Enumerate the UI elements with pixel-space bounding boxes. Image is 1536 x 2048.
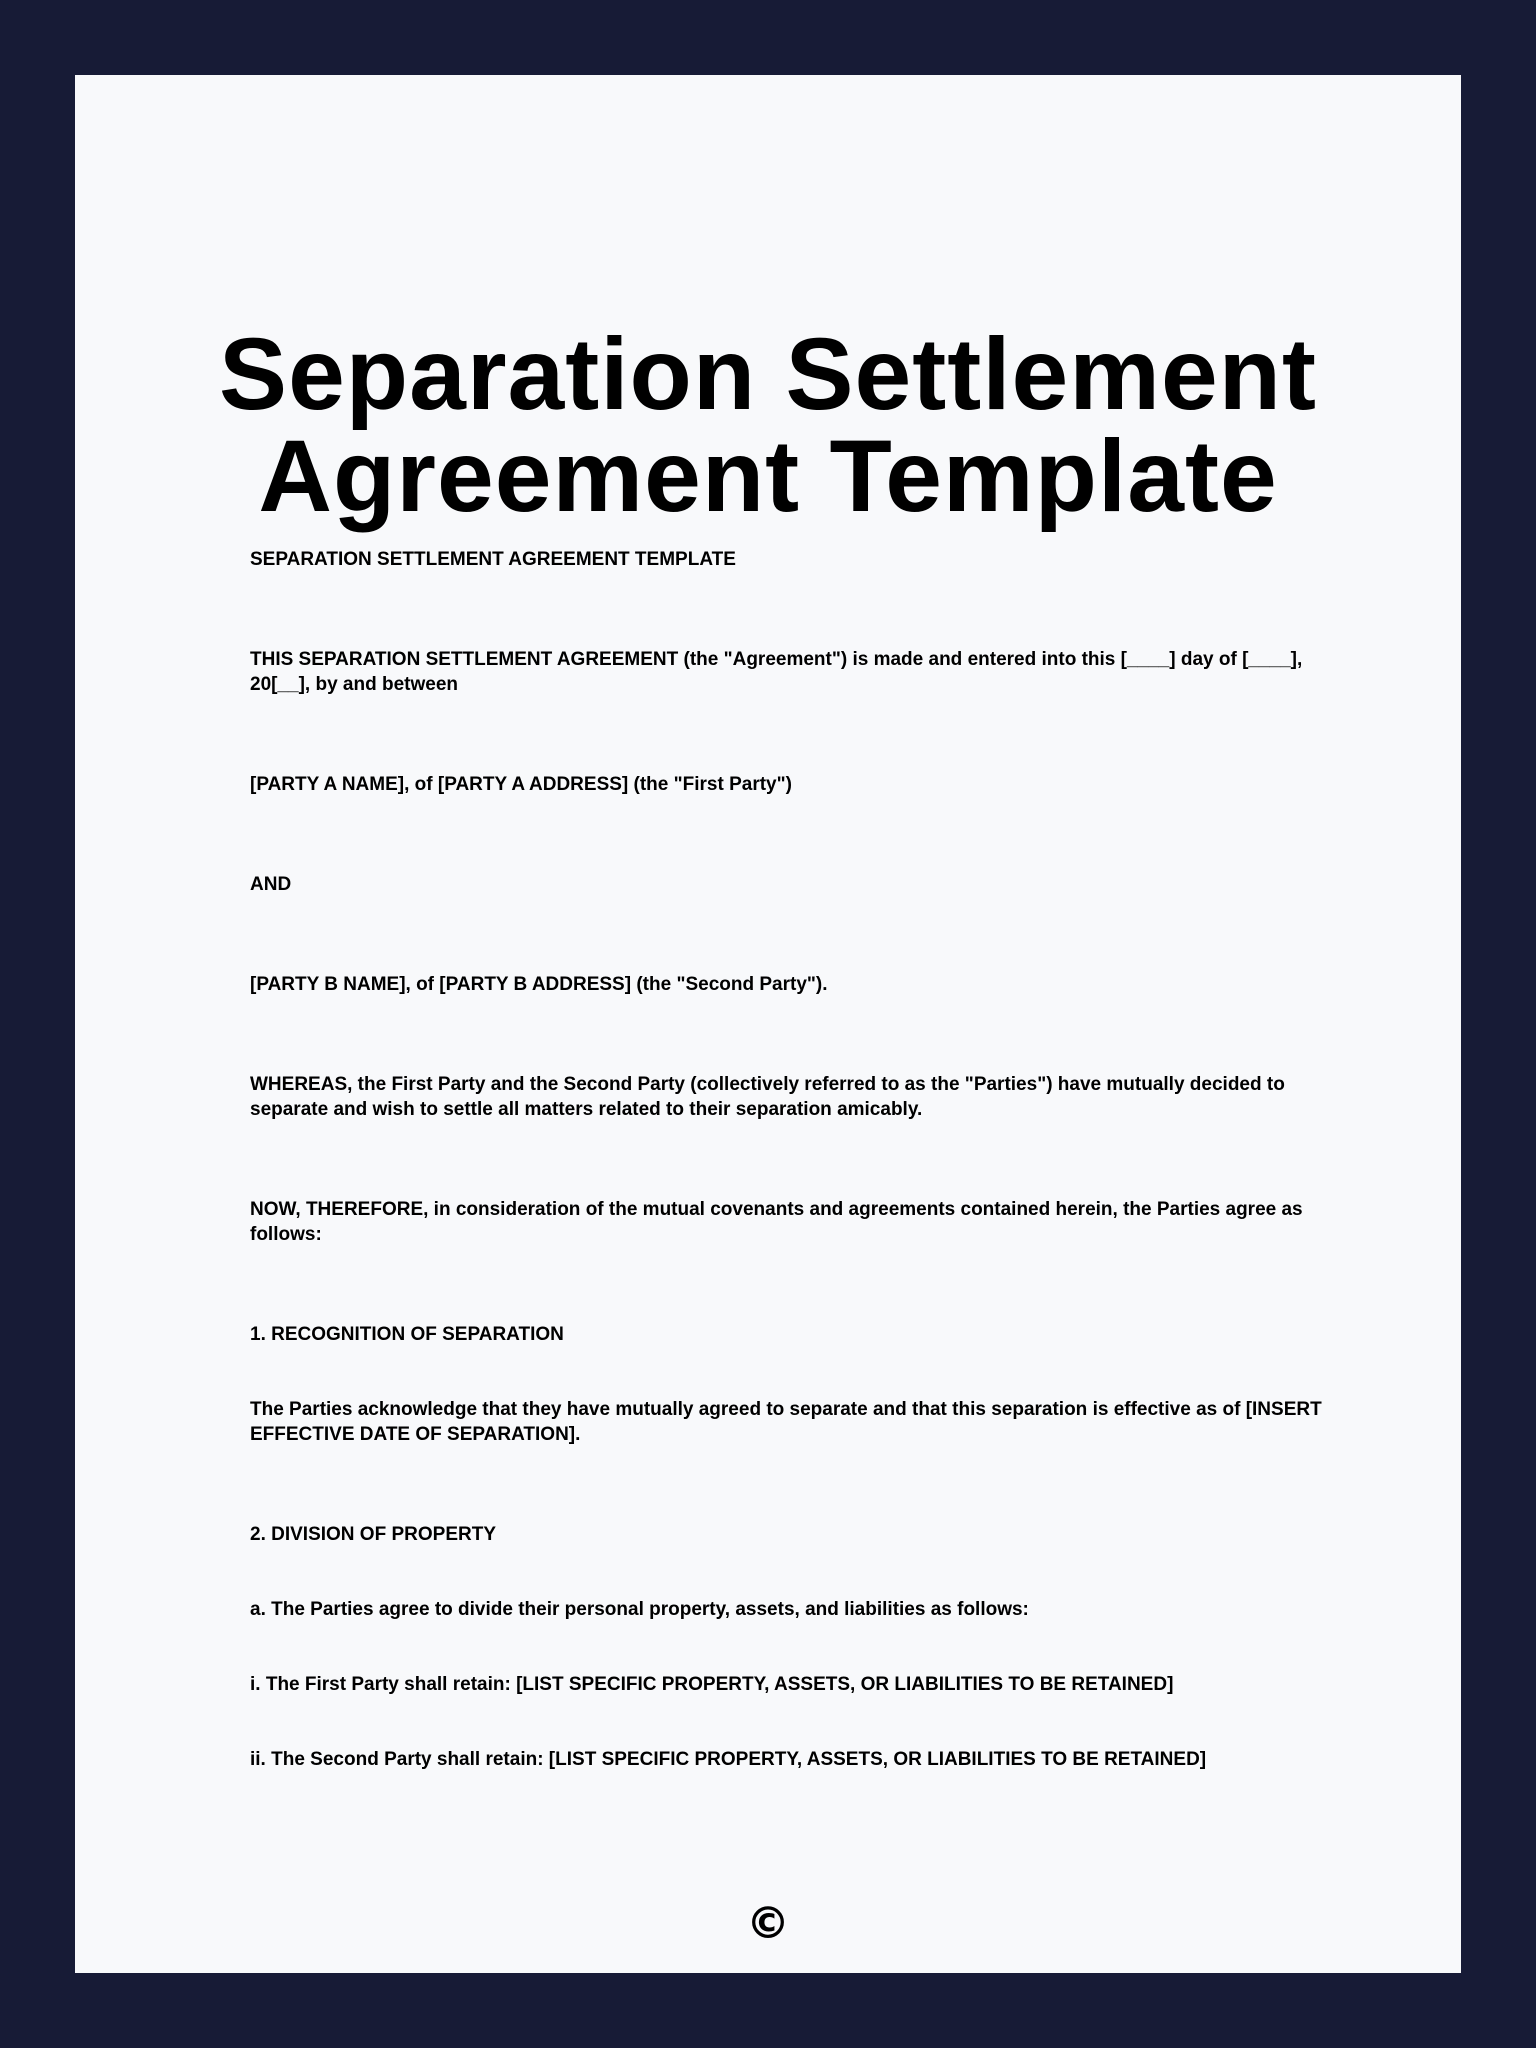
copyright-icon: © [746,1898,790,1949]
document-title-line-1: Separation Settlement [219,317,1317,431]
paragraph-party-a: [PARTY A NAME], of [PARTY A ADDRESS] (the "First Party") [250,774,792,795]
paragraph-division-a: a. The Parties agree to divide their personal property, assets, and liabilities as follows: [250,1599,1029,1620]
document-title-line-2: Agreement Template [258,419,1278,533]
paragraph-intro: THIS SEPARATION SETTLEMENT AGREEMENT (the "Agreement") is made and entered into this [____] day of [____], 20[__], by and between [250,649,1303,695]
paragraph-now-therefore: NOW, THEREFORE, in consideration of the mutual covenants and agreements contained herein, the Parties agree as follows: [250,1199,1303,1245]
section-heading-recognition: 1. RECOGNITION OF SEPARATION [250,1324,564,1345]
document-title [75,317,1461,533]
paragraph-party-b: [PARTY B NAME], of [PARTY B ADDRESS] (the "Second Party"). [250,974,828,995]
paragraph-division-ii: ii. The Second Party shall retain: [LIST SPECIFIC PROPERTY, ASSETS, OR LIABILITIES TO BE RETAINED] [250,1749,1207,1770]
document-body [250,547,1360,1772]
document-page [75,75,1461,1973]
section-heading-division: 2. DIVISION OF PROPERTY [250,1524,496,1545]
heading-agreement-template: SEPARATION SETTLEMENT AGREEMENT TEMPLATE [250,549,736,570]
paragraph-whereas: WHEREAS, the First Party and the Second Party (collectively referred to as the "Parties") have mutually decided to separate and wish to settle all matters related to their separation amicably. [250,1074,1285,1120]
paragraph-recognition: The Parties acknowledge that they have mutually agreed to separate and that this separation is effective as of [INSERT EFFECTIVE DATE OF SEPARATION]. [250,1399,1322,1445]
paragraph-division-i: i. The First Party shall retain: [LIST SPECIFIC PROPERTY, ASSETS, OR LIABILITIES TO BE RETAINED] [250,1674,1174,1695]
paragraph-and: AND [250,874,292,895]
